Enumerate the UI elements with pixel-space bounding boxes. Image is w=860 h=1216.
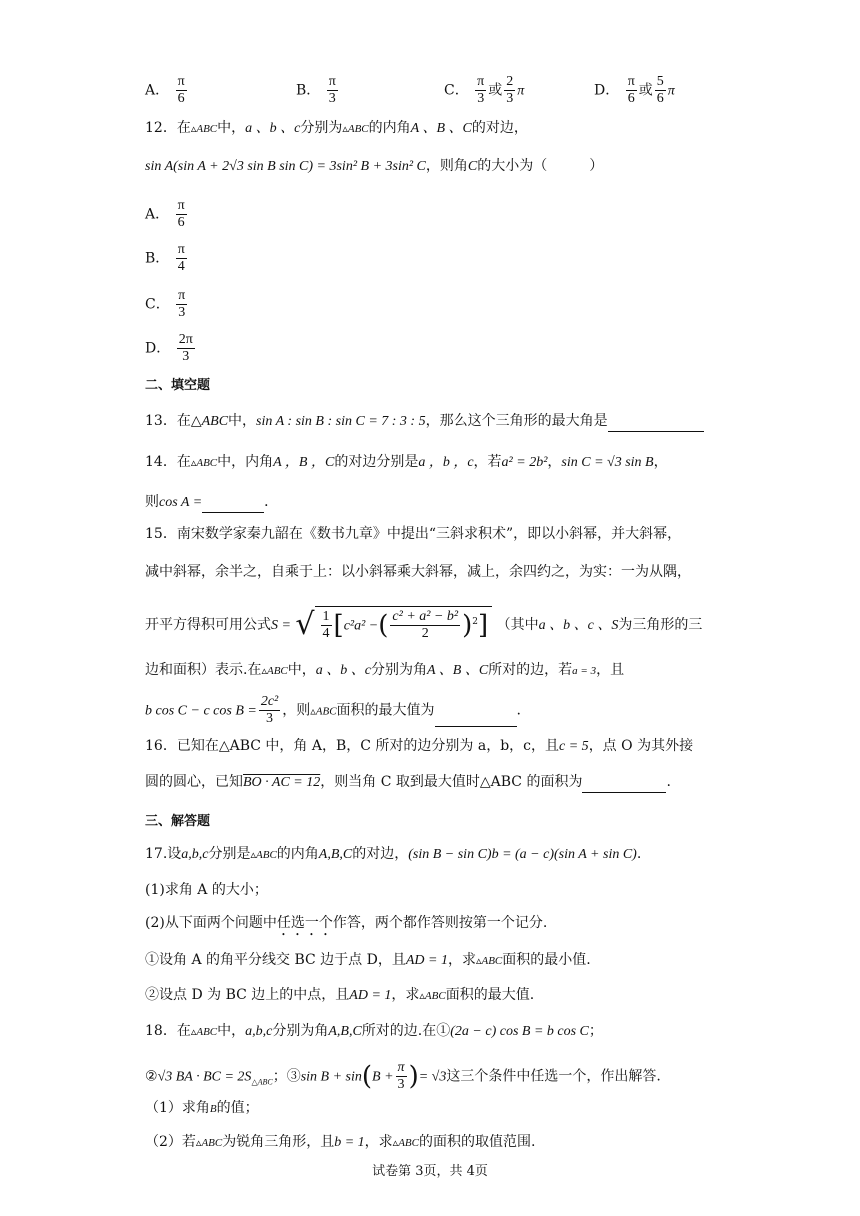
q16-line1: 16．已知在△ABC 中，角 A，B，C 所对的边分别为 a，b，c，且c = 5，点 O 为其外接 <box>145 738 694 754</box>
section-title-fill-in: 二、填空题 <box>145 378 211 393</box>
q11-option-c[interactable]: C． $\frac{\pi}{3}$ 或 $\frac{2}{3}$ π <box>444 74 525 106</box>
q11-option-d[interactable]: D． $\frac{\pi}{6}$ 或 $\frac{5}{6}$ π <box>594 74 675 106</box>
fraction: $\frac{\pi}{3}$ <box>178 288 186 320</box>
answer-blank[interactable] <box>608 411 704 432</box>
q11-option-b[interactable]: B． $\frac{\pi}{3}$ <box>296 74 336 106</box>
answer-blank[interactable] <box>202 492 264 513</box>
sqrt-formula: $\frac{1}{4}$ [c²a² −( $\frac{\text{c² + a² − b²}}{2}$ )$^2$] <box>315 606 493 644</box>
q15-line3: 开平方得积可用公式S = √ $\frac{1}{4}$ [c²a² −( $\frac{\text{c² + a² − b²}}{2}$ )$^2$] （其中a 、b 、c 、S为三角形的三 <box>145 607 703 642</box>
fraction: $\frac{2}{3}$ <box>506 74 514 106</box>
q17-line1: 17.设a,b,c分别是▵ABC的内角A,B,C的对边，(sin B − sin C)b = (a − c)(sin A + sin C). <box>145 846 642 862</box>
fraction: $\frac{\pi}{6}$ <box>177 198 185 230</box>
sqrt-icon: √ <box>295 607 315 642</box>
fraction: $\frac{\pi}{3}$ <box>328 74 336 106</box>
q15-line4: 边和面积）表示.在▵ABC中，a 、b 、c分别为角A 、B 、C所对的边，若a = 3，且 <box>145 662 625 678</box>
answer-blank[interactable] <box>435 706 517 727</box>
q15-line2: 减中斜幂，余半之，自乘于上：以小斜幂乘大斜幂，减上，余四约之，为实：一为从隅， <box>145 564 691 580</box>
q12-equation-line: sin A(sin A + 2√3 sin B sin C) = 3sin² B + 3sin² C，则角C的大小为（ ） <box>145 158 604 174</box>
q14-line2: 则cos A = ． <box>145 492 278 513</box>
q18-part1: （1）求角B的值； <box>145 1100 259 1116</box>
q11-option-a[interactable]: A． $\frac{\pi}{6}$ <box>145 74 185 106</box>
section-title-solve: 三、解答题 <box>145 814 211 829</box>
q12-option-c[interactable]: C． $\frac{\pi}{3}$ <box>145 288 186 320</box>
fraction: $\frac{2\pi}{3}$ <box>178 332 193 364</box>
q12-option-a[interactable]: A． $\frac{\pi}{6}$ <box>145 198 185 230</box>
vector-dot-product: BO · AC = 12 <box>243 775 321 790</box>
fraction: $\frac{\pi}{6}$ <box>627 74 635 106</box>
fraction: $\frac{\pi}{4}$ <box>177 242 185 274</box>
q17-part2: (2)从下面两个问题中任选一个作答，两个都作答则按第一个记分. <box>145 915 548 931</box>
q14-line1: 14．在▵ABC中，内角A ，B ，C的对边分别是a ，b ，c，若a² = 2b²，sin C = √3 sin B， <box>145 454 668 470</box>
q15-line5: b cos C − c cos B = $\frac{\text{2c²}}{3}$ ，则▵ABC面积的最大值为 . <box>145 694 521 726</box>
q18-part2: （2）若▵ABC为锐角三角形，且b = 1，求▵ABC的面积的取值范围. <box>145 1134 536 1150</box>
q17-part1: (1)求角 A 的大小； <box>145 882 268 898</box>
q17-option1: ①设角 A 的角平分线交 BC 边于点 D，且AD = 1，求▵ABC面积的最小值. <box>145 952 591 968</box>
q12-option-d[interactable]: D． $\frac{2\pi}{3}$ <box>145 332 193 364</box>
q18-line2: ②√3 BA · BC = $2S_{\triangle ABC}$；③sin B + sin(B + $\frac{\pi}{3}$ )= √3这三个条件中任选一个，作出解答. <box>145 1060 661 1092</box>
fraction: $\frac{\pi}{3}$ <box>477 74 485 106</box>
fraction: $\frac{5}{6}$ <box>656 74 664 106</box>
q12-equation: sin A(sin A + 2√3 sin B sin C) = 3sin² B + 3sin² C <box>145 159 426 174</box>
q13: 13．在△ABC中，sin A : sin B : sin C = 7 : 3 : 5，那么这个三角形的最大角是 <box>145 411 704 432</box>
q12-option-b[interactable]: B． $\frac{\pi}{4}$ <box>145 242 185 274</box>
q18-line1: 18．在▵ABC中，a,b,c分别为角A,B,C所对的边.在①(2a − c) cos B = b cos C； <box>145 1023 603 1039</box>
page-footer: 试卷第 3页，共 4页 <box>372 1164 488 1179</box>
q16-line2: 圆的圆心，已知BO · AC = 12，则当角 C 取到最大值时△ABC 的面积为 . <box>145 772 671 793</box>
fraction: $\frac{\pi}{6}$ <box>177 74 185 106</box>
q12-stem: 12．在▵ABC中，a 、b 、c分别为▵ABC的内角A 、B 、C的对边， <box>145 120 528 136</box>
q17-option2: ②设点 D 为 BC 边上的中点，且AD = 1，求▵ABC面积的最大值. <box>145 987 535 1003</box>
answer-blank[interactable] <box>582 772 666 793</box>
q15-line1: 15．南宋数学家秦九韶在《数书九章》中提出“三斜求积术”，即以小斜幂，并大斜幂， <box>145 526 682 542</box>
